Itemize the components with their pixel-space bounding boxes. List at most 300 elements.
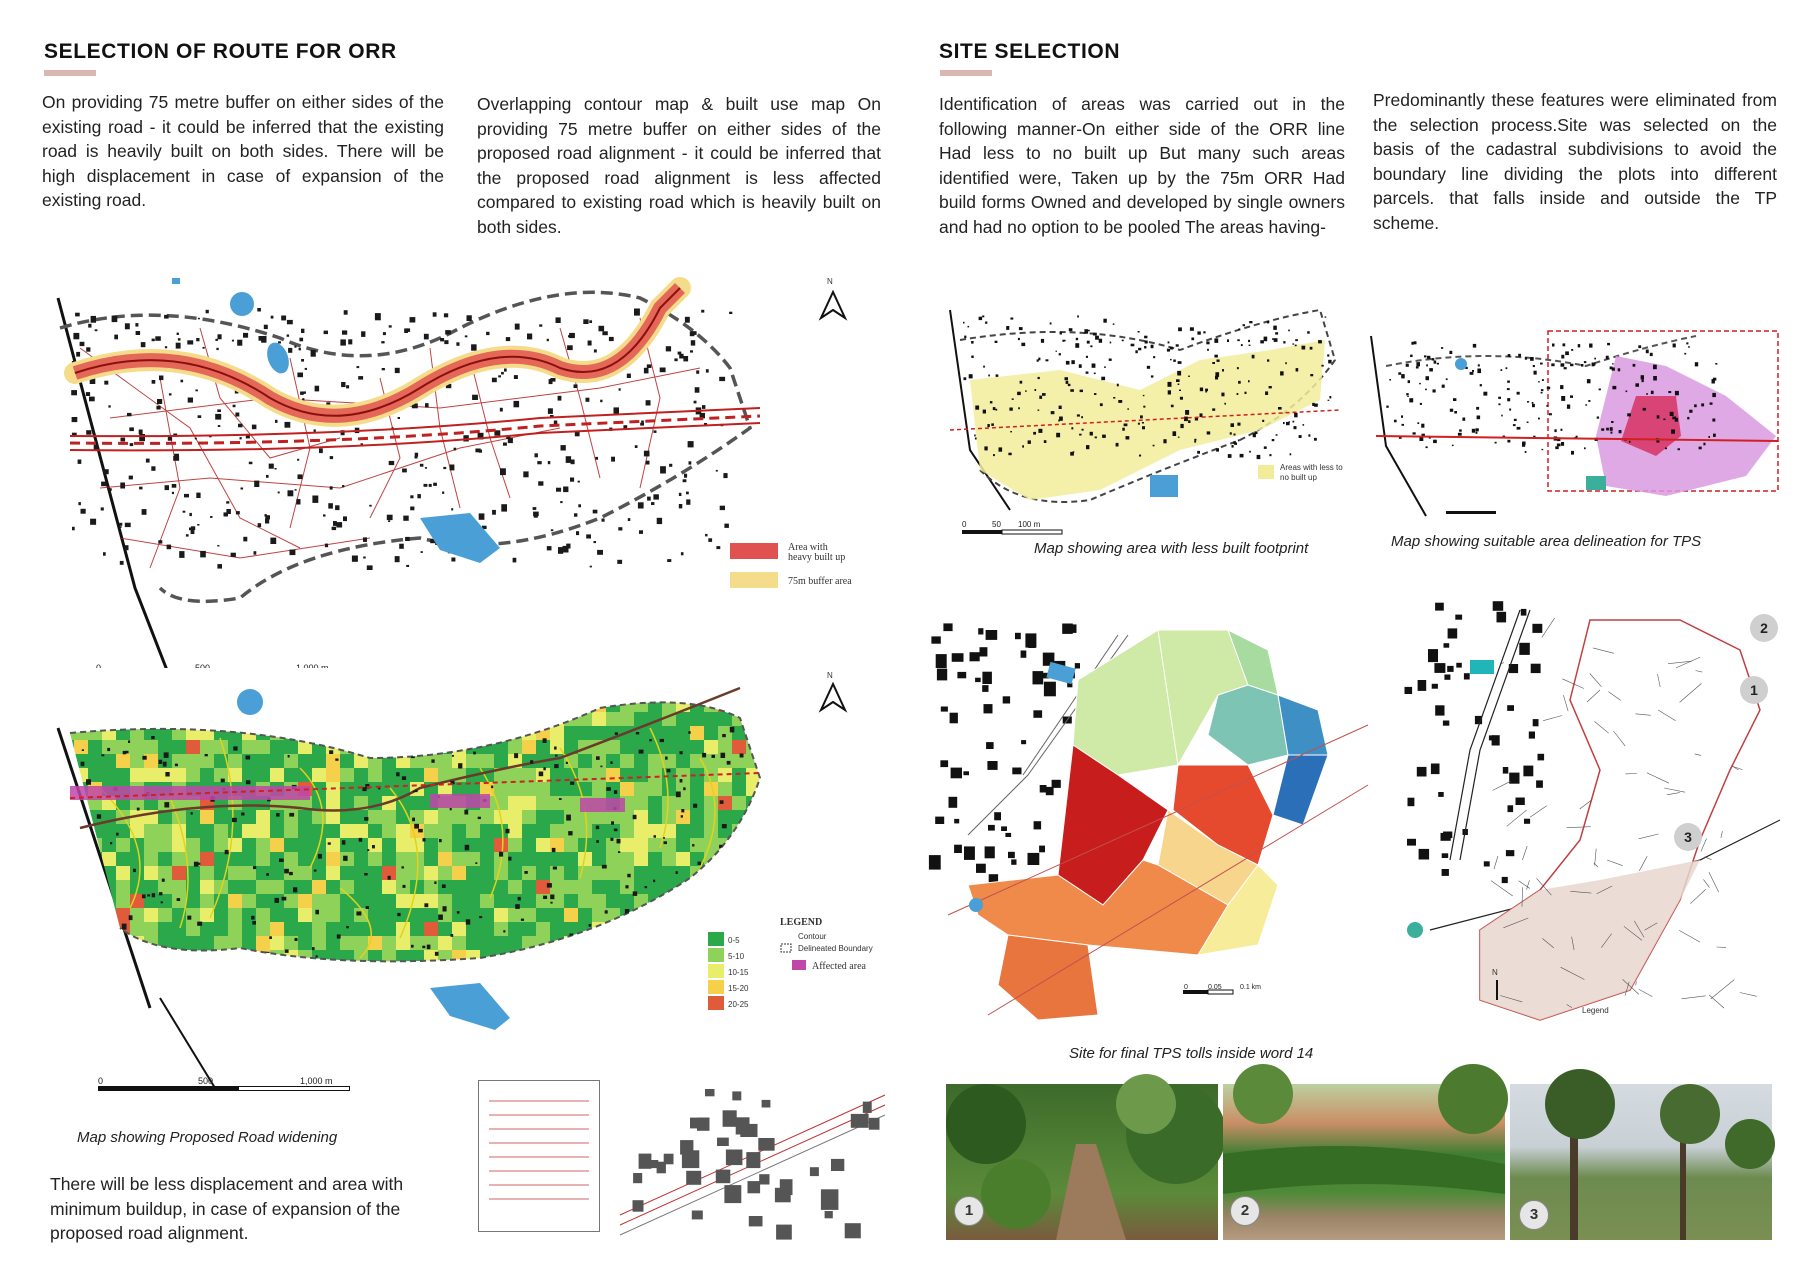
contour-cell: [354, 894, 368, 908]
building-footprint: [654, 430, 657, 433]
building-footprint: [1079, 434, 1082, 436]
building-footprint: [1386, 406, 1388, 408]
building-footprint: [971, 341, 974, 344]
contour-cell: [648, 936, 662, 950]
contour-cell: [158, 824, 172, 838]
parcel-boundary: [1636, 981, 1637, 985]
contour-cell: [424, 922, 438, 936]
building-footprint: [644, 368, 649, 374]
building-footprint: [1274, 338, 1278, 342]
building-footprint: [619, 388, 621, 390]
contour-cell: [648, 698, 662, 712]
building-footprint: [1684, 353, 1686, 355]
building-footprint: [1687, 417, 1689, 420]
building-footprint: [694, 401, 697, 404]
contour-cell: [452, 950, 466, 964]
building-footprint: [328, 503, 333, 508]
contour-cell: [592, 712, 606, 726]
building-footprint: [236, 511, 240, 514]
building-footprint: [221, 779, 225, 783]
contour-cell: [144, 908, 158, 922]
contour-cell: [116, 908, 130, 922]
left-paragraph-1: On providing 75 metre buffer on either sides of the existing road - it could be inferred that the existing road is heavily built on both sides. There will be high displacement in case of expansion of the existing road.: [42, 92, 444, 210]
contour-cell: [536, 950, 550, 964]
building-footprint: [627, 374, 631, 378]
contour-cell: [732, 740, 746, 754]
building-footprint: [418, 829, 423, 833]
contour-cell: [760, 824, 774, 838]
building-footprint: [1040, 785, 1047, 793]
building-footprint: [333, 521, 337, 526]
building-footprint: [716, 470, 718, 472]
building-footprint: [387, 515, 393, 520]
building-footprint: [639, 750, 644, 754]
building-footprint: [1173, 360, 1176, 362]
building-footprint: [156, 406, 160, 410]
building-footprint: [1248, 340, 1250, 342]
building-footprint: [424, 334, 429, 340]
building-footprint: [1008, 453, 1011, 456]
building-footprint: [1269, 454, 1271, 456]
building-footprint: [1525, 357, 1527, 360]
building-footprint: [173, 456, 179, 461]
contour-cell: [116, 894, 130, 908]
building-footprint: [1533, 365, 1535, 367]
building-footprint: [1561, 396, 1565, 401]
building-footprint: [713, 928, 717, 933]
building-footprint: [566, 815, 571, 821]
building-footprint: [1653, 376, 1657, 381]
contour-cell: [508, 908, 522, 922]
north-label: N: [827, 277, 833, 286]
building-footprint: [1418, 680, 1427, 691]
contour-cell: [214, 908, 228, 922]
contour-cell: [88, 894, 102, 908]
building-footprint: [348, 339, 352, 344]
building-footprint: [1584, 361, 1586, 363]
contour-cell: [620, 768, 634, 782]
contour-cell: [452, 964, 466, 978]
building-footprint: [429, 484, 432, 487]
building-footprint: [1205, 389, 1208, 392]
building-footprint: [548, 408, 553, 414]
building-footprint: [733, 843, 737, 847]
contour-cell: [676, 796, 690, 810]
building-footprint: [1534, 371, 1537, 375]
contour-cell: [438, 810, 452, 824]
contour-cell: [452, 726, 466, 740]
building-footprint: [1131, 344, 1135, 347]
contour-cell: [382, 852, 396, 866]
contour-cell: [466, 824, 480, 838]
contour-cell: [522, 852, 536, 866]
building-footprint: [1699, 447, 1702, 450]
building-footprint: [139, 487, 142, 490]
contour-cell: [144, 964, 158, 978]
contour-cell: [606, 712, 620, 726]
building-footprint: [1214, 338, 1218, 343]
contour-cell: [144, 698, 158, 712]
building-footprint: [1532, 402, 1534, 404]
building-footprint: [161, 901, 163, 903]
building-footprint: [403, 740, 407, 744]
contour-cell: [340, 796, 354, 810]
contour-cell: [340, 726, 354, 740]
building-footprint: [1641, 375, 1644, 379]
building-footprint: [1200, 388, 1203, 392]
contour-cell: [144, 838, 158, 852]
building-footprint: [594, 349, 597, 352]
building-footprint: [583, 319, 588, 324]
contour-cell: [326, 922, 340, 936]
building-footprint: [342, 840, 346, 845]
building-footprint: [1044, 682, 1056, 697]
building-footprint: [178, 338, 181, 340]
building-footprint: [1237, 339, 1240, 341]
contour-cell: [424, 964, 438, 978]
building-footprint: [479, 916, 482, 918]
contour-cell: [354, 768, 368, 782]
contour-cell: [312, 740, 326, 754]
contour-cell: [578, 936, 592, 950]
building-footprint: [810, 1167, 819, 1176]
contour-cell: [102, 950, 116, 964]
building-footprint: [724, 524, 729, 528]
building-footprint: [1021, 343, 1025, 346]
contour-cell: [676, 866, 690, 880]
building-footprint: [1145, 341, 1148, 344]
contour-cell: [270, 866, 284, 880]
contour-cell: [536, 894, 550, 908]
building-footprint: [389, 461, 395, 465]
contour-cell: [382, 894, 396, 908]
building-footprint: [314, 870, 317, 872]
contour-cell: [74, 740, 88, 754]
building-footprint: [1006, 326, 1009, 330]
building-footprint: [445, 330, 451, 334]
building-footprint: [1513, 424, 1516, 426]
contour-cell: [690, 810, 704, 824]
contour-cell: [718, 908, 732, 922]
contour-cell: [438, 852, 452, 866]
building-footprint: [1555, 446, 1558, 449]
building-footprint: [152, 380, 156, 384]
building-footprint: [120, 523, 123, 526]
building-footprint: [195, 390, 198, 392]
contour-cell: [102, 768, 116, 782]
contour-cell: [676, 894, 690, 908]
building-footprint: [253, 866, 256, 869]
contour-cell: [270, 698, 284, 712]
building-footprint: [554, 747, 557, 750]
building-footprint: [1506, 367, 1508, 369]
contour-cell: [158, 908, 172, 922]
building-footprint: [289, 813, 294, 817]
building-footprint: [1627, 413, 1631, 416]
contour-cell: [298, 754, 312, 768]
building-footprint: [1522, 443, 1525, 447]
contour-cell: [256, 908, 270, 922]
contour-cell: [550, 810, 564, 824]
building-footprint: [936, 654, 947, 668]
contour-cell: [354, 698, 368, 712]
building-footprint: [91, 316, 96, 323]
contour-cell: [578, 964, 592, 978]
contour-cell: [592, 922, 606, 936]
contour-cell: [144, 880, 158, 894]
building-footprint: [940, 760, 948, 767]
building-footprint: [216, 954, 220, 958]
building-footprint: [284, 869, 289, 874]
building-footprint: [1011, 859, 1016, 864]
building-footprint: [1170, 359, 1172, 360]
contour-cell: [158, 922, 172, 936]
contour-cell: [74, 852, 88, 866]
contour-cell: [256, 866, 270, 880]
building-footprint: [550, 378, 555, 382]
site-photo-1: [946, 1084, 1218, 1240]
contour-cell: [508, 712, 522, 726]
contour-cell: [550, 824, 564, 838]
building-footprint: [1417, 767, 1427, 777]
contour-cell: [592, 894, 606, 908]
building-footprint: [1019, 327, 1023, 330]
contour-cell: [60, 950, 74, 964]
contour-cell: [676, 950, 690, 964]
contour-cell: [298, 810, 312, 824]
contour-cell: [760, 782, 774, 796]
building-footprint: [336, 522, 342, 527]
building-footprint: [1073, 451, 1075, 452]
building-footprint: [1405, 687, 1413, 694]
building-footprint: [1507, 381, 1510, 383]
building-footprint: [1673, 344, 1676, 348]
building-footprint: [1314, 438, 1317, 441]
contour-cell: [732, 922, 746, 936]
building-footprint: [422, 946, 425, 949]
contour-cell: [354, 922, 368, 936]
contour-cell: [144, 950, 158, 964]
building-footprint: [125, 323, 130, 329]
contour-cell: [480, 866, 494, 880]
contour-cell: [704, 810, 718, 824]
building-footprint: [1025, 390, 1027, 391]
building-footprint: [647, 364, 652, 368]
contour-cell: [242, 852, 256, 866]
contour-cell: [270, 964, 284, 978]
building-footprint: [1518, 354, 1521, 357]
building-footprint: [1447, 666, 1453, 672]
building-footprint: [1039, 396, 1042, 399]
building-footprint: [1561, 429, 1563, 431]
building-footprint: [172, 484, 177, 488]
building-footprint: [1618, 368, 1621, 371]
building-footprint: [1249, 345, 1251, 346]
contour-cell: [340, 712, 354, 726]
building-footprint: [1188, 376, 1190, 377]
building-footprint: [187, 340, 193, 344]
building-footprint: [1092, 364, 1096, 368]
building-footprint: [129, 915, 133, 920]
building-footprint: [1034, 821, 1042, 829]
building-footprint: [975, 678, 981, 682]
building-footprint: [369, 505, 371, 507]
building-footprint: [1245, 392, 1247, 394]
contour-cell: [592, 950, 606, 964]
contour-cell: [536, 698, 550, 712]
contour-cell: [410, 712, 424, 726]
contour-cell: [522, 964, 536, 978]
building-footprint: [396, 772, 400, 776]
building-footprint: [233, 746, 237, 750]
building-footprint: [1606, 428, 1609, 431]
contour-cell: [634, 950, 648, 964]
building-footprint: [186, 534, 189, 536]
building-footprint: [366, 906, 369, 909]
building-footprint: [681, 815, 683, 817]
building-footprint: [154, 948, 158, 952]
building-footprint: [1140, 415, 1143, 418]
building-footprint: [1329, 396, 1331, 398]
contour-cell: [130, 740, 144, 754]
contour-cell: [368, 866, 382, 880]
contour-cell: [550, 698, 564, 712]
contour-cell: [228, 866, 242, 880]
contour-cell: [620, 852, 634, 866]
contour-cell: [564, 796, 578, 810]
building-footprint: [1065, 624, 1077, 633]
building-footprint: [666, 346, 671, 351]
building-footprint: [433, 483, 437, 486]
contour-cell: [102, 726, 116, 740]
contour-cell: [578, 950, 592, 964]
contour-cell: [550, 908, 564, 922]
building-footprint: [1090, 432, 1093, 436]
contour-cell: [424, 740, 438, 754]
building-footprint: [1599, 389, 1601, 391]
building-footprint: [730, 727, 735, 733]
tps-delineation-map: [1366, 326, 1786, 526]
north-label-3: N: [1492, 968, 1498, 977]
building-footprint: [167, 545, 172, 550]
building-footprint: [1038, 377, 1040, 379]
building-footprint: [524, 871, 527, 874]
building-footprint: [1483, 392, 1487, 396]
contour-cell: [60, 810, 74, 824]
building-footprint: [241, 813, 244, 816]
building-footprint: [218, 334, 222, 339]
building-footprint: [1144, 346, 1146, 349]
contour-cell: [200, 698, 214, 712]
building-footprint: [1231, 423, 1235, 427]
building-footprint: [177, 333, 179, 335]
building-footprint: [1077, 315, 1079, 317]
building-footprint: [978, 628, 983, 634]
building-footprint: [708, 897, 711, 900]
contour-cell: [564, 964, 578, 978]
contour-cell: [606, 922, 620, 936]
contour-cell: [522, 880, 536, 894]
building-footprint: [1433, 389, 1436, 392]
building-footprint: [290, 550, 296, 556]
building-footprint: [299, 338, 303, 342]
contour-cell: [214, 698, 228, 712]
contour-cell: [494, 950, 508, 964]
building-footprint: [1217, 360, 1220, 362]
building-footprint: [1433, 440, 1437, 443]
contour-cell: [536, 922, 550, 936]
site-photo-3: [1510, 1084, 1772, 1240]
contour-cell: [466, 852, 480, 866]
building-footprint: [95, 951, 98, 954]
building-footprint: [1122, 340, 1124, 342]
building-footprint: [676, 792, 681, 798]
building-footprint: [1597, 417, 1599, 419]
building-footprint: [188, 398, 193, 403]
building-footprint: [701, 310, 704, 313]
contour-cell: [186, 754, 200, 768]
building-footprint: [402, 866, 404, 868]
contour-cell: [522, 824, 536, 838]
building-footprint: [1713, 378, 1716, 381]
contour-cell: [438, 726, 452, 740]
building-footprint: [596, 756, 600, 760]
building-footprint: [660, 466, 666, 473]
contour-cell: [424, 712, 438, 726]
contour-cell: [466, 866, 480, 880]
contour-cell: [662, 726, 676, 740]
building-footprint: [335, 505, 339, 510]
contour-cell: [116, 838, 130, 852]
building-footprint: [358, 376, 363, 380]
contour-cell: [676, 852, 690, 866]
contour-cell: [662, 810, 676, 824]
building-footprint: [1151, 375, 1154, 377]
building-footprint: [473, 752, 476, 755]
building-footprint: [129, 427, 134, 431]
building-footprint: [1546, 405, 1548, 407]
building-footprint: [1443, 721, 1449, 726]
building-footprint: [561, 445, 566, 450]
building-footprint: [1567, 405, 1570, 409]
building-footprint: [1042, 393, 1046, 396]
contour-cell: [634, 824, 648, 838]
building-footprint: [1547, 387, 1550, 390]
contour-cell: [494, 698, 508, 712]
contour-cell: [718, 880, 732, 894]
building-footprint: [78, 460, 82, 464]
building-footprint: [1477, 416, 1481, 420]
contour-cell: [242, 950, 256, 964]
contour-cell: [760, 964, 774, 978]
contour-cell: [536, 852, 550, 866]
building-footprint: [1619, 430, 1622, 433]
building-footprint: [159, 376, 163, 381]
contour-cell: [60, 936, 74, 950]
building-footprint: [403, 516, 408, 521]
building-footprint: [386, 724, 390, 728]
building-footprint: [1238, 381, 1241, 384]
building-footprint: [676, 871, 678, 874]
building-footprint: [226, 501, 229, 503]
contour-cell: [676, 880, 690, 894]
contour-cell: [200, 880, 214, 894]
building-footprint: [1524, 819, 1530, 824]
building-footprint: [1059, 406, 1062, 409]
contour-cell: [270, 922, 284, 936]
contour-cell: [74, 922, 88, 936]
contour-cell: [382, 768, 396, 782]
